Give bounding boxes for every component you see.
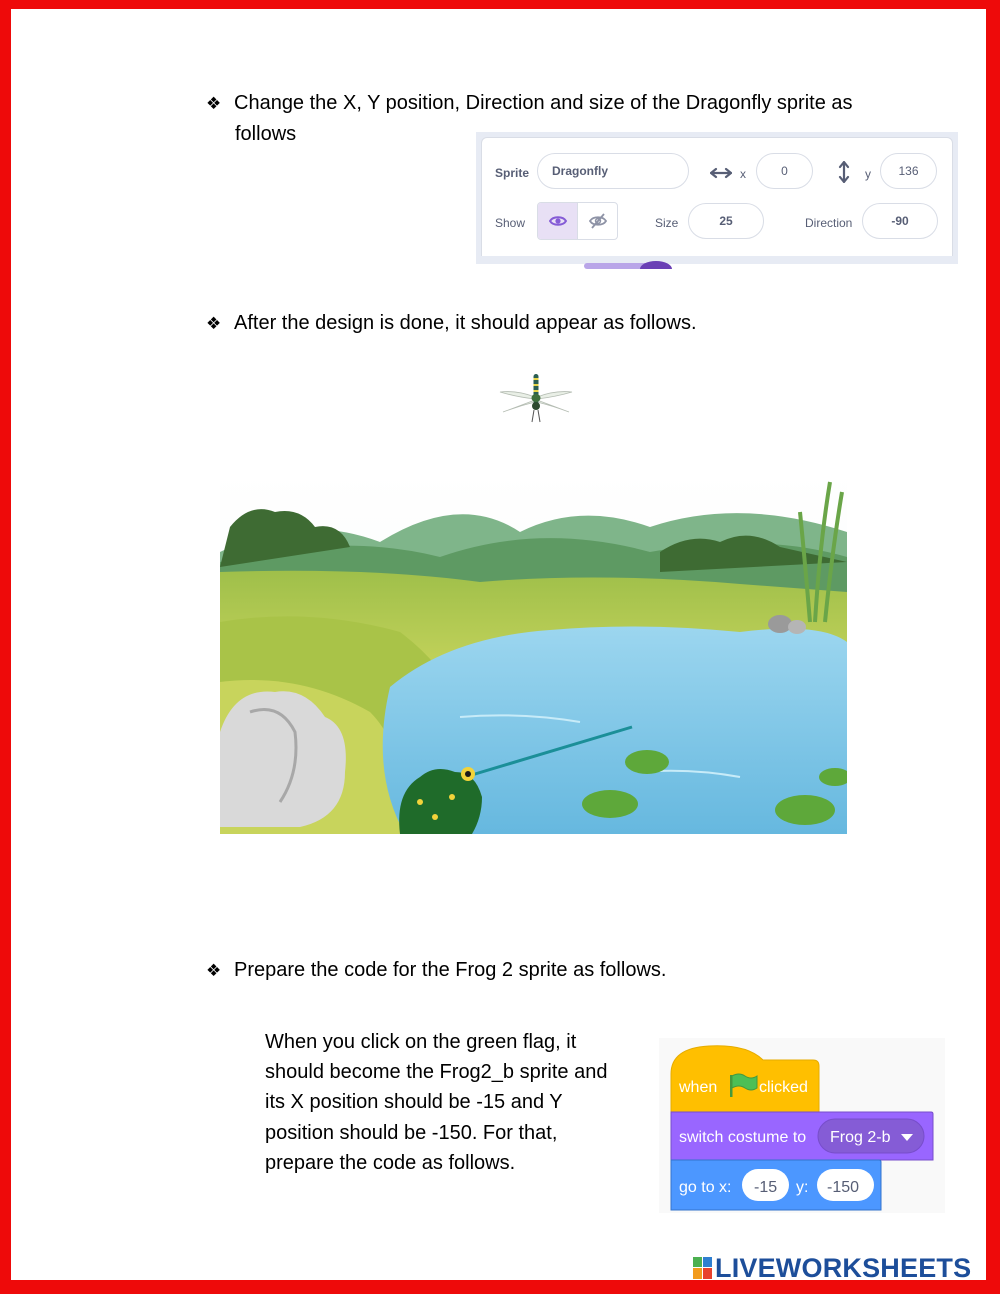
explanation-line-2: should become the Frog2_b sprite and xyxy=(265,1061,608,1084)
code-explanation xyxy=(265,1027,645,1178)
show-toggle xyxy=(537,202,618,240)
bullet-icon: ❖ xyxy=(206,961,222,981)
show-label: Show xyxy=(495,216,526,230)
size-label: Size xyxy=(655,216,679,230)
size-value: 25 xyxy=(719,214,733,228)
step-2-text: After the design is done, it should appear as follows. xyxy=(234,312,697,334)
step-1-text-line-1: Change the X, Y position, Direction and size of the Dragonfly sprite as xyxy=(234,92,853,114)
x-label: x xyxy=(740,167,746,181)
explanation-line-1: When you click on the green flag, it xyxy=(265,1031,577,1053)
liveworksheets-logo xyxy=(692,1254,971,1282)
y-value: 136 xyxy=(898,164,919,178)
eye-icon xyxy=(549,215,567,227)
pond-stage-image xyxy=(220,472,847,834)
direction-label: Direction xyxy=(805,216,853,230)
x-value: 0 xyxy=(781,164,788,178)
sprite-label: Sprite xyxy=(495,166,530,180)
y-input[interactable] xyxy=(880,153,937,189)
switch-costume-text: switch costume to xyxy=(679,1129,807,1146)
instruction-step-3 xyxy=(206,955,666,986)
liveworksheets-logo-icon xyxy=(692,1256,714,1280)
sprite-info-panel xyxy=(476,132,958,264)
explanation-line-5: prepare the code as follows. xyxy=(265,1151,516,1174)
explanation-line-4: position should be -150. For that, xyxy=(265,1121,558,1144)
scratch-code-blocks xyxy=(659,1038,945,1213)
x-input[interactable] xyxy=(756,153,813,189)
instruction-step-2 xyxy=(206,308,697,339)
goto-y-value: -150 xyxy=(827,1179,860,1196)
sprite-name-value: Dragonfly xyxy=(552,164,609,178)
step-1-text-line-2: follows xyxy=(235,123,297,145)
goto-y-label: y: xyxy=(796,1179,809,1196)
direction-input[interactable] xyxy=(862,203,938,239)
size-input[interactable] xyxy=(688,203,764,239)
bullet-icon: ❖ xyxy=(206,94,222,114)
direction-value: -90 xyxy=(891,214,909,228)
goto-x-label: go to x: xyxy=(679,1179,732,1196)
y-label: y xyxy=(865,167,871,181)
sprite-name-input[interactable] xyxy=(537,153,689,189)
hat-when-text: when xyxy=(679,1079,718,1096)
dragonfly-sprite-image xyxy=(497,370,575,426)
eye-slash-icon xyxy=(589,213,607,229)
goto-x-value: -15 xyxy=(754,1179,778,1196)
bullet-icon: ❖ xyxy=(206,314,222,334)
y-arrows-icon xyxy=(838,161,850,188)
panel-bottom-strip xyxy=(476,256,958,264)
step-3-text: Prepare the code for the Frog 2 sprite as follows. xyxy=(234,959,667,981)
liveworksheets-logo-text: LIVEWORKSHEETS xyxy=(715,1253,972,1283)
costume-value: Frog 2-b xyxy=(830,1129,891,1146)
hat-clicked-text: clicked xyxy=(759,1079,808,1096)
explanation-line-3: its X position should be -15 and Y xyxy=(265,1091,563,1114)
show-visible-button[interactable] xyxy=(538,203,578,239)
x-arrows-icon xyxy=(710,166,732,184)
show-hidden-button[interactable] xyxy=(578,203,617,239)
